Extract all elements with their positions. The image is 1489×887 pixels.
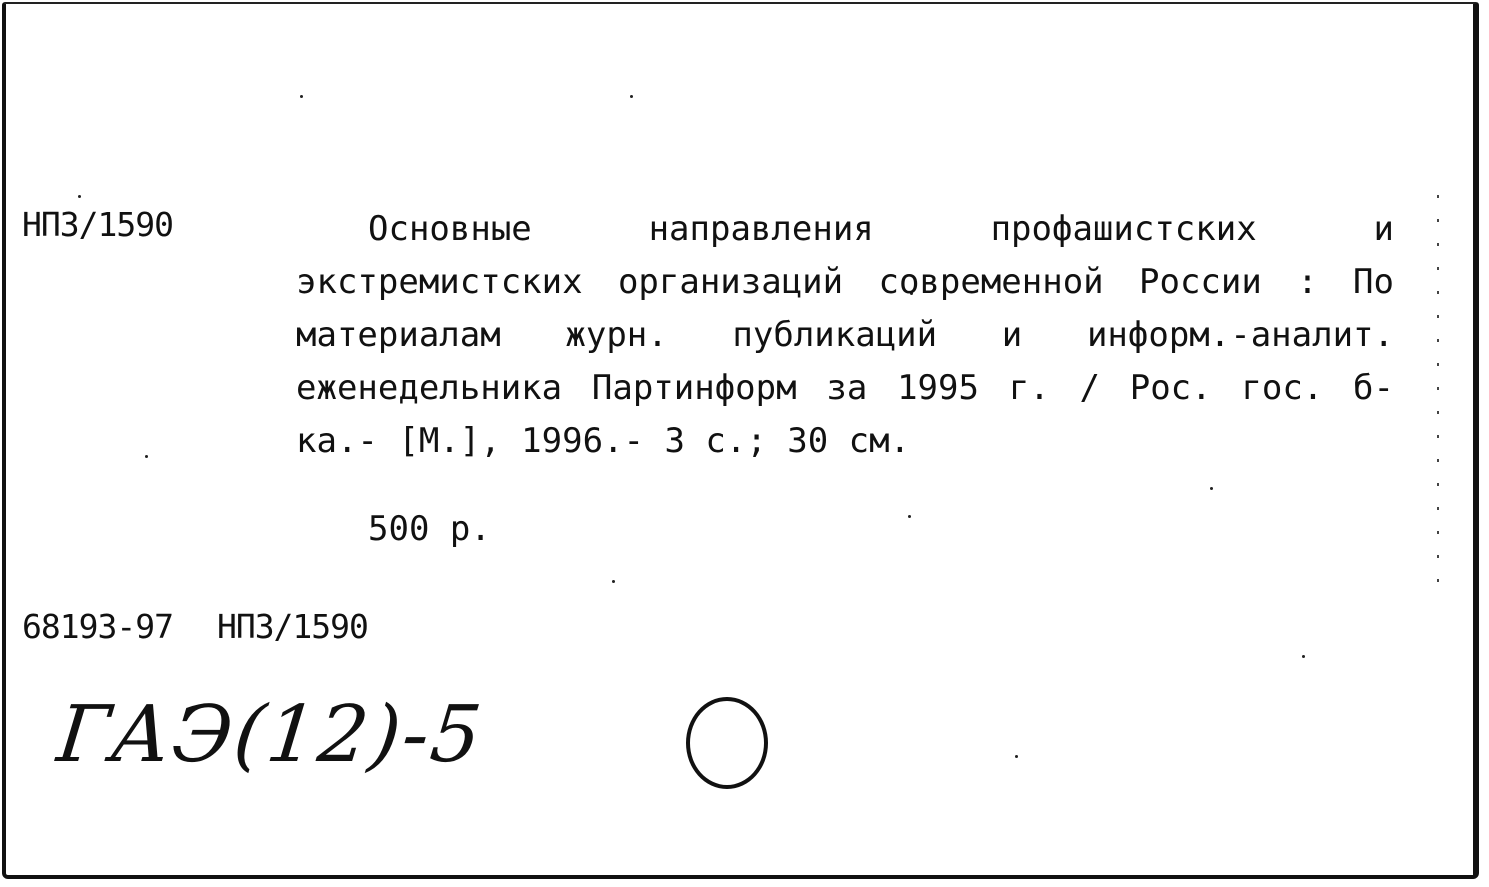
scan-speck: [1210, 487, 1213, 490]
scan-speck: [630, 95, 633, 98]
scan-speck: [300, 95, 303, 98]
bibliographic-entry: [296, 203, 1394, 468]
call-number: НПЗ/1590: [22, 205, 173, 244]
scan-speck: [908, 515, 911, 518]
punch-hole-circle: [686, 697, 768, 789]
footer-codes: [22, 607, 412, 646]
scan-speck: [145, 455, 148, 458]
scan-dot-column: [1437, 195, 1439, 590]
scan-speck: [1015, 755, 1018, 758]
handwritten-index: ГАЭ(12)-5: [53, 690, 488, 780]
entry-text: Основные направления профашистских и экстремистских организаций современной России : По материалам журн. публикаций и информ.-аналит. еженедельника Партинформ за 1995 г. / Рос. гос. б-ка.- [М.], 1996.- 3 с.; 30 см.: [296, 209, 1394, 461]
inventory-number: 68193-97: [22, 607, 173, 646]
scan-speck: [1302, 655, 1305, 658]
call-number-repeat: НПЗ/1590: [216, 607, 368, 646]
scan-speck: [612, 580, 615, 583]
scan-speck: [78, 195, 81, 198]
price: 500 р.: [368, 509, 491, 549]
